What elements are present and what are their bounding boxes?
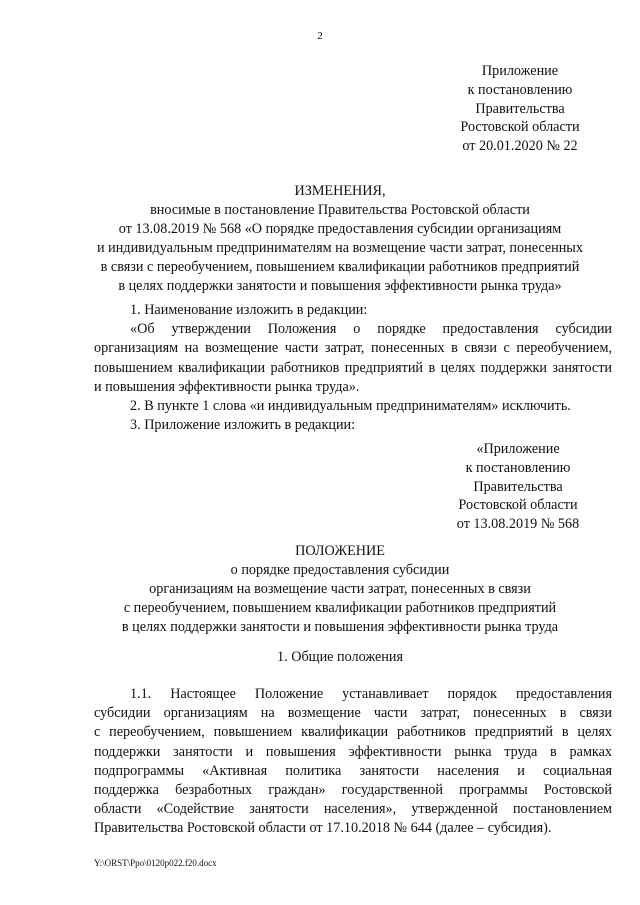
changes-line: и индивидуальным предпринимателям на возмещение части затрат, понесенных [97,240,583,256]
item-3: 3. Приложение изложить в редакции: [130,417,356,434]
paragraph-line: с переобучением, повышением квалификации работников предприятий в целях [94,724,612,741]
appendix-line: «Приложение [476,441,560,457]
item-2: 2. В пункте 1 слова «и индивидуальным предпринимателям» исключить. [130,398,571,415]
quote-block [94,320,612,378]
regulation-line: с переобучением, повышением квалификации работников предприятий [123,600,557,616]
changes-line: в связи с переобучением, повышением квалификации работников предприятий [100,259,580,275]
section-heading: 1. Общие положения [277,649,403,665]
appendix-line: Ростовской области [458,497,578,514]
changes-line: вносимые в постановление Правительства Ростовской области [150,202,530,218]
section-paragraph [94,685,612,839]
item-1: 1. Наименование изложить в редакции: [130,302,368,318]
changes-line: от 13.08.2019 № 568 «О порядке предоставления субсидии организациям [118,221,562,237]
paragraph-line: области «Содействие занятости населения», утвержденной постановлением [94,801,612,818]
appendix-header [440,62,600,156]
appendix-line: Ростовской области [460,119,580,136]
amendment-items [94,301,612,435]
appendix-line: от 13.08.2019 № 568 [456,516,580,533]
quote-line: организациям на возмещение части затрат, понесенных в связи с переобучением, [94,340,612,357]
paragraph-line: 1.1. Настоящее Положение устанавливает порядок предоставления [130,686,612,702]
quote-line: «Об утверждении Положения о порядке предоставления субсидии [130,321,612,338]
page-number: 2 [317,30,323,42]
paragraph-line-last: Правительства Ростовской области от 17.10.2018 № 644 (далее – субсидия). [94,820,552,837]
paragraph-line: подпрограммы «Активная политика занятости населения и социальная [94,762,612,779]
regulation-line: о порядке предоставления субсидии [230,562,450,578]
paragraph-line: субсидии организациям на возмещение части затрат, понесенных в связи [94,705,612,722]
regulation-title: ПОЛОЖЕНИЕ [295,543,385,559]
appendix-line: от 20.01.2020 № 22 [462,138,578,155]
regulation-line: в целях поддержки занятости и повышения эффективности рынка труда [121,619,559,635]
quote-line: повышением квалификации работников предприятий в целях поддержки занятости [94,359,612,376]
appendix-line: Правительства [475,100,565,117]
regulation-heading [60,542,620,637]
quote-line-last: и повышения эффективности рынка труда». [94,378,360,395]
paragraph-line: поддержка безработных граждан» государственной программы Ростовской [94,782,612,799]
inner-appendix [436,440,600,534]
file-path-footer: Y:\ORST\Ppo\0120p022.f20.docx [94,858,217,868]
appendix-line: к постановлению [467,81,573,98]
changes-heading [60,182,620,296]
changes-title: ИЗМЕНЕНИЯ, [294,183,386,199]
regulation-line: организациям на возмещение части затрат, понесенных в связи [149,581,531,597]
appendix-line: Приложение [481,63,559,79]
appendix-line: Правительства [473,478,563,495]
appendix-line: к постановлению [465,459,571,476]
paragraph-line: поддержки занятости и повышения эффективности рынка труда в рамках [94,743,612,760]
changes-line: в целях поддержки занятости и повышения эффективности рынка труда» [118,278,562,294]
